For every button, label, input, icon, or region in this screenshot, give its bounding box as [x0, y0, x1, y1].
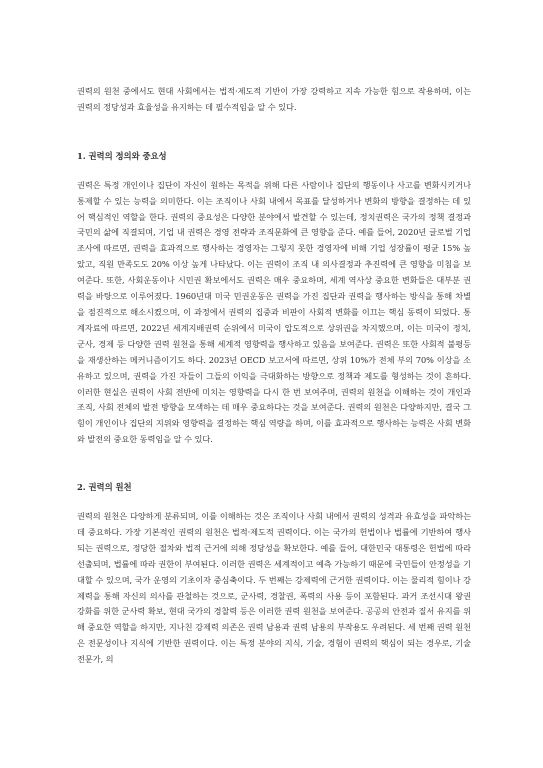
section-1-paragraph: 권력은 특정 개인이나 집단이 자신이 원하는 목적을 위해 다른 사람이나 집단의 행동이나 사고를 변화시키거나 통제할 수 있는 능력을 의미한다. 이는 조직이나 사회 내에서 목표를 달성하거나 변화의 방향을 결정하는 데 있어 핵심적인 역할을 한다. 권력의 중요성은 다양한 분야에서 발견할 수 있는데, 정치권력은 국가의 정책 결정과 국민의 삶에 직결되며, 기업 내 권력은 경영 전략과 조직문화에 큰 영향을 준다. 예를 들어, 2020년 글로벌 기업 조사에 따르면, 권력을 효과적으로 행사하는 경영자는 그렇지 못한 경영자에 비해 기업 성장률이 평균 15% 높았고, 직원 만족도도 20% 이상 높게 나타났다. 이는 권력이 조직 내 의사결정과 추진력에 큰 영향을 미침을 보여준다. 또한, 사회운동이나 시민권 확보에서도 권력은 매우 중요하며, 세계 역사상 중요한 변화들은 대부분 권력을 바탕으로 이루어졌다. 1960년대 미국 민권운동은 권력을 가진 집단과 권력을 행사하는 방식을 통해 차별을 점진적으로 해소시켰으며, 이 과정에서 권력의 집중과 비판이 사회적 변화를 이끄는 핵심 동력이 되었다. 통계자료에 따르면, 2022년 세계지배권력 순위에서 미국이 압도적으로 상위권을 차지했으며, 이는 미국이 정치, 군사, 경제 등 다양한 권력 원천을 통해 세계적 영향력을 행사하고 있음을 보여준다. 권력은 또한 사회적 불평등을 재생산하는 메커니즘이기도 하다. 2023년 OECD 보고서에 따르면, 상위 10%가 전체 부의 70% 이상을 소유하고 있으며, 권력을 가진 자들이 그들의 이익을 극대화하는 방향으로 정책과 제도를 형성하는 것이 흔하다. 이러한 현실은 권력이 사회 전반에 미치는 영향력을 다시 한 번 보여주며, 권력의 원천을 이해하는 것이 개인과 조직, 사회 전체의 발전 방향을 모색하는 데 매우 중요하다는 것을 보여준다. 권력의 원천은 다양하지만, 결국 그 힘이 개인이나 집단의 지위와 영향력을 결정하는 핵심 역량을 하며, 이를 효과적으로 행사하는 능력은 사회 변화와 발전의 중요한 동력임을 알 수 있다.: [77, 179, 471, 445]
section-2-heading: 2. 권력의 원천: [77, 482, 132, 493]
intro-paragraph: 권력의 원천 중에서도 현대 사회에서는 법적·제도적 기반이 가장 강력하고 지속 가능한 힘으로 작용하며, 이는 권력의 정당성과 효율성을 유지하는 데 필수적임을 알 수 있다.: [77, 86, 471, 112]
document-body: [77, 84, 471, 668]
section-1-heading: 1. 권력의 정의와 중요성: [77, 150, 167, 161]
section-2-paragraph: 권력의 원천은 다양하게 분류되며, 이를 이해하는 것은 조직이나 사회 내에서 권력의 성격과 유효성을 파악하는데 중요하다. 가장 기본적인 권력의 원천은 법적·제도적 권력이다. 이는 국가의 헌법이나 법률에 기반하여 행사되는 권력으로, 정당한 절차와 법적 근거에 의해 정당성을 확보한다. 예를 들어, 대한민국 대통령은 헌법에 따라 선출되며, 법률에 따라 권한이 부여된다. 이러한 권력은 세계적이고 예측 가능하기 때문에 국민들이 안정성을 기대할 수 있으며, 국가 운영의 기초이자 중심축이다. 두 번째는 강제력에 근거한 권력이다. 이는 물리적 힘이나 강제력을 통해 자신의 의사를 관철하는 것으로, 군사력, 경찰권, 폭력의 사용 등이 포함된다. 과거 조선시대 왕권 강화를 위한 군사력 확보, 현대 국가의 경찰력 등은 이러한 권력 원천을 보여준다. 공공의 안전과 질서 유지를 위해 중요한 역할을 하지만, 지나친 강제력 의존은 권력 남용과 권력 남용의 부작용도 우려된다. 세 번째 권력 원천은 전문성이나 지식에 기반한 권력이다. 이는 특정 분야의 지식, 기술, 경험이 권력의 핵심이 되는 경우로, 기술 전문가, 의: [77, 511, 471, 665]
